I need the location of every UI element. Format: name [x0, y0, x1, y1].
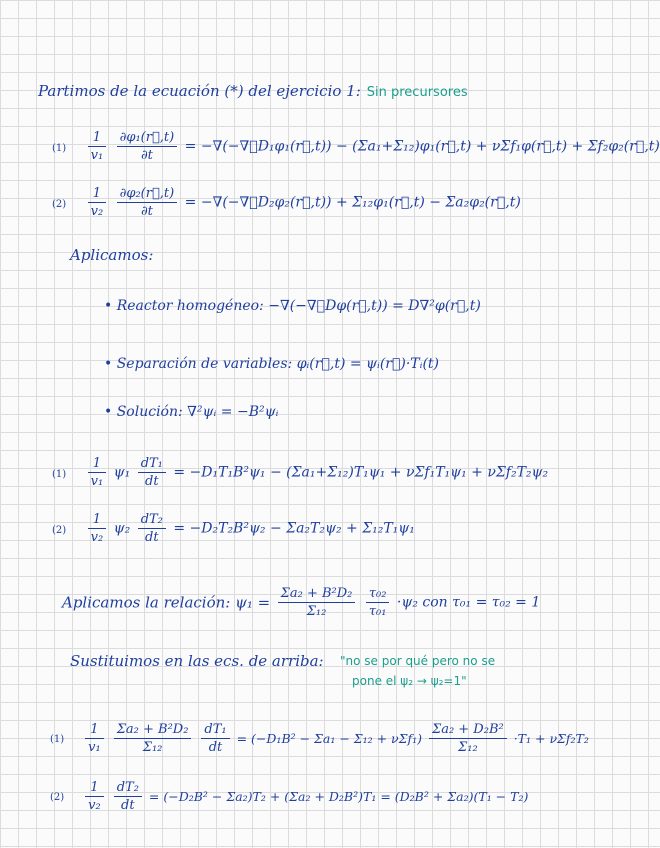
fraction-dT2-dt: $\frac{\text{dT₂}}{dt}$ [114, 780, 142, 813]
equation-number: (1) [52, 468, 67, 480]
equation-1-group3 [50, 722, 589, 755]
equation-rhs: = −D₂T₂B²ψ₂ − Σa₂T₂ψ₂ + Σ₁₂T₁ψ₁ [173, 520, 415, 537]
relation-prefix: Aplicamos la relación: ψ₁ = [62, 593, 271, 612]
equation-number: (1) [52, 142, 67, 154]
equation-2-group3 [50, 780, 528, 813]
equation-1-group2 [52, 456, 548, 489]
equation-1-group1 [52, 130, 660, 163]
bullet-separacion-variables: • Separación de variables: φᵢ(r⃗,t) = ψᵢ(r⃗)·Tᵢ(t) [104, 356, 440, 372]
fraction-inv-v1: $\frac{1}{\text{v₁}}$ [88, 456, 107, 489]
bullet-solucion: • Solución: ∇²ψᵢ = −B²ψᵢ [104, 404, 279, 420]
fraction-inv-v2: $\frac{1}{\text{v₂}}$ [85, 780, 104, 813]
fraction-partial-phi1: $\frac{\text{∂φ₁(r⃗,t)}}{\partial t}$ [117, 130, 178, 163]
equation-rhs: = (−D₂B² − Σa₂)T₂ + (Σa₂ + D₂B²)T₁ = (D₂B² + Σa₂)(T₁ − T₂) [148, 789, 529, 804]
relation-fraction-2: $\frac{\text{τ₀₂}}{\text{τ₀₁}}$ [366, 586, 390, 619]
aplicamos-heading: Aplicamos: [70, 246, 154, 264]
fraction-inv-v1: $\frac{1}{\text{v₁}}$ [85, 722, 104, 755]
equation-rhs-pre: = (−D₁B² − Σa₁ − Σ₁₂ + νΣf₁) [236, 731, 423, 746]
fraction-inv-v1: $\frac{1}{\text{v₁}}$ [88, 130, 107, 163]
psi-factor: ψ₂ [113, 520, 131, 537]
fraction-dT1-dt: $\frac{\text{dT₁}}{dt}$ [201, 722, 229, 755]
equation-rhs: = −∇(−∇⃗D₁φ₁(r⃗,t)) − (Σa₁+Σ₁₂)φ₁(r⃗,t) + νΣf₁φ(r⃗,t) + Σf₂φ₂(r⃗,t) [184, 138, 660, 155]
fraction-inv-v2: $\frac{1}{\text{v₂}}$ [88, 512, 107, 545]
fraction-sigma-ratio-rhs: $\frac{\text{Σa₂ + D₂B²}}{\text{Σ₁₂}}$ [429, 722, 507, 755]
title-tag: Sin precursores [366, 85, 468, 100]
equation-rhs-post: ·T₁ + νΣf₂T₂ [513, 731, 589, 746]
relation-suffix: ·ψ₂ con τ₀₁ = τ₀₂ = 1 [396, 594, 541, 611]
fraction-dT1-dt: $\frac{\text{dT₁}}{dt}$ [138, 456, 166, 489]
fraction-inv-v2: $\frac{1}{\text{v₂}}$ [88, 186, 107, 219]
note-line-2: pone el ψ₂ → ψ₂=1" [352, 674, 467, 688]
equation-2-group2 [52, 512, 415, 545]
equation-2-group1 [52, 186, 521, 219]
equation-number: (1) [50, 734, 65, 745]
fraction-sigma-ratio: $\frac{\text{Σa₂ + B²D₂}}{\text{Σ₁₂}}$ [114, 722, 192, 755]
equation-number: (2) [52, 198, 67, 210]
title-text: Partimos de la ecuación (*) del ejercicio 1: [38, 82, 361, 100]
page-title [38, 82, 468, 100]
equation-number: (2) [52, 524, 67, 536]
psi-factor: ψ₁ [113, 464, 131, 481]
relation-fraction-1: $\frac{\text{Σa₂ + B²D₂}}{\text{Σ₁₂}}$ [278, 586, 356, 619]
fraction-partial-phi2: $\frac{\text{∂φ₂(r⃗,t)}}{\partial t}$ [117, 186, 178, 219]
fraction-dT2-dt: $\frac{\text{dT₂}}{dt}$ [138, 512, 166, 545]
equation-rhs: = −D₁T₁B²ψ₁ − (Σa₁+Σ₁₂)T₁ψ₁ + νΣf₁T₁ψ₁ + νΣf₂T₂ψ₂ [173, 464, 549, 481]
sustituimos-heading: Sustituimos en las ecs. de arriba: [70, 652, 324, 670]
note-line-1: "no se por qué pero no se [340, 654, 496, 668]
bullet-reactor-homogeneo: • Reactor homogéneo: −∇(−∇⃗Dφ(r⃗,t)) = D∇²φ(r⃗,t) [104, 298, 481, 314]
equation-number: (2) [50, 792, 65, 803]
relation-line [62, 586, 540, 619]
equation-rhs: = −∇(−∇⃗D₂φ₂(r⃗,t)) + Σ₁₂φ₁(r⃗,t) − Σa₂φ₂(r⃗,t) [184, 194, 521, 211]
